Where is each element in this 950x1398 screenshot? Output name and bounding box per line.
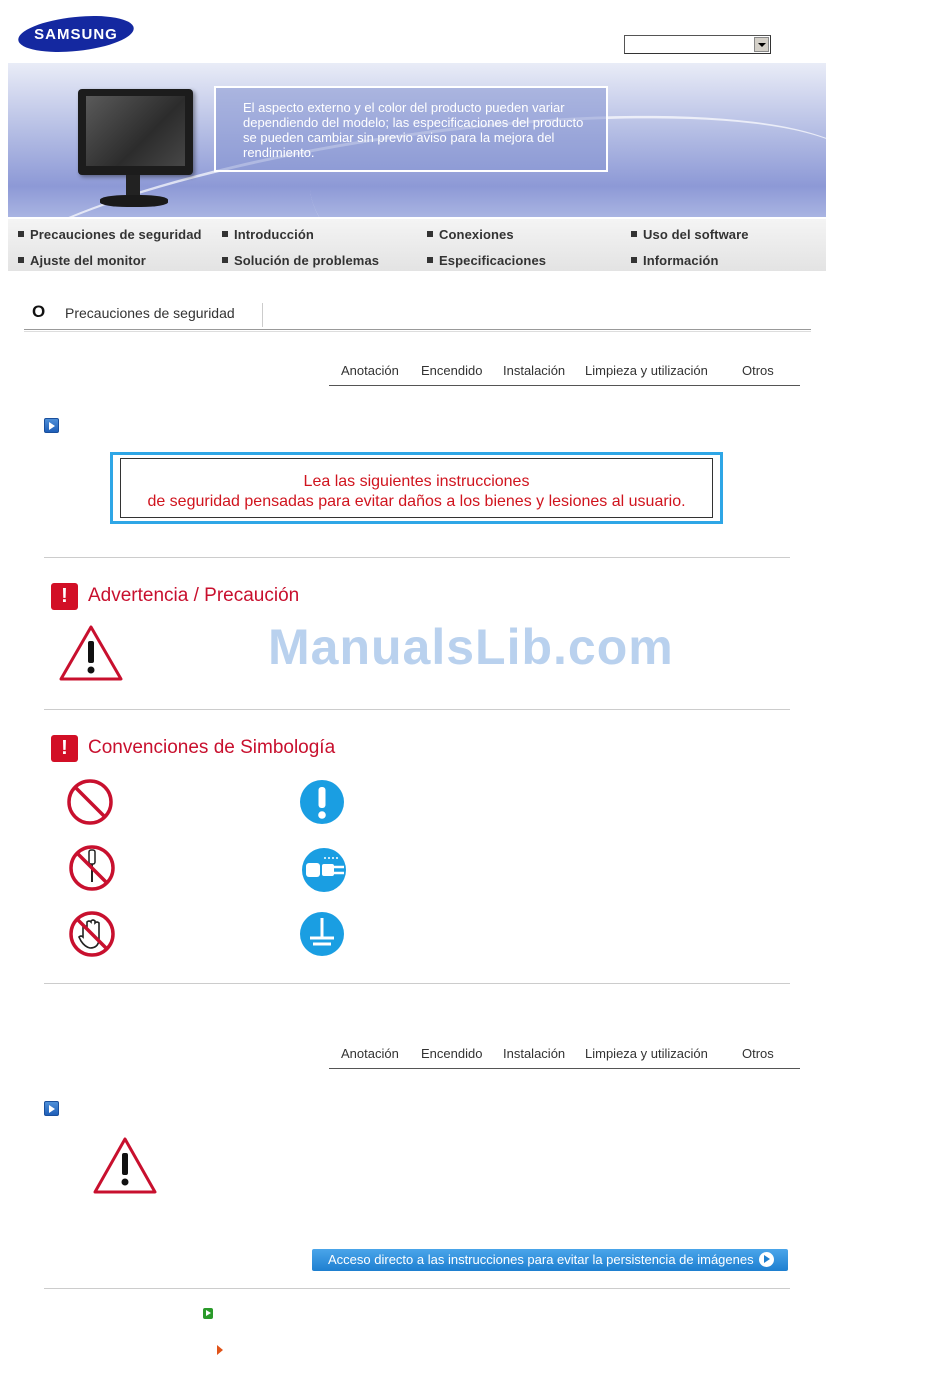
- image-retention-link-button[interactable]: [312, 1249, 788, 1271]
- nav-item-precauciones[interactable]: Precauciones de seguridad: [18, 227, 202, 242]
- prohibited-icon: [66, 778, 114, 826]
- tab-anotacion[interactable]: Anotación: [341, 363, 399, 378]
- tab-limpieza[interactable]: Limpieza y utilización: [585, 363, 708, 378]
- section-tabs-top: [329, 358, 800, 386]
- divider: [44, 1288, 790, 1289]
- important-icon: [298, 778, 346, 826]
- tab-limpieza[interactable]: Limpieza y utilización: [585, 1046, 708, 1061]
- title-separator: [262, 303, 263, 327]
- samsung-logo[interactable]: [16, 14, 136, 54]
- nav-item-conexiones[interactable]: Conexiones: [427, 227, 514, 242]
- tab-anotacion[interactable]: Anotación: [341, 1046, 399, 1061]
- symbols-section-title: Convenciones de Simbología: [88, 737, 336, 758]
- nav-item-introduccion[interactable]: Introducción: [222, 227, 314, 242]
- product-banner: [8, 63, 826, 217]
- page-title: Precauciones de seguridad: [65, 305, 235, 321]
- monitor-image: [78, 89, 193, 175]
- language-select[interactable]: [624, 35, 771, 54]
- watermark: ManualsLib.com: [268, 619, 674, 675]
- unplug-icon: [300, 846, 348, 894]
- warning-section-title: Advertencia / Precaución: [88, 585, 300, 606]
- ground-icon: [298, 910, 346, 958]
- nav-item-especificaciones[interactable]: Especificaciones: [427, 253, 546, 268]
- nav-item-informacion[interactable]: Información: [631, 253, 719, 268]
- main-nav: [8, 219, 826, 271]
- banner-disclaimer: El aspecto externo y el color del producto pueden variar dependiendo del modelo; las especificaciones del producto se pueden cambiar sin previo aviso para la mejora del rendimiento.: [214, 86, 608, 172]
- warning-triangle-icon: [58, 624, 124, 682]
- brand-text: SAMSUNG: [34, 26, 118, 43]
- title-bullet: O: [32, 302, 46, 321]
- notice-line-1: Lea las siguientes instrucciones: [303, 473, 530, 490]
- chevron-down-icon[interactable]: [754, 37, 769, 52]
- arrow-right-icon: [759, 1252, 774, 1267]
- exclamation-icon: !: [51, 735, 78, 762]
- nav-item-solucion[interactable]: Solución de problemas: [222, 253, 379, 268]
- image-retention-link-label: Acceso directo a las instrucciones para evitar la persistencia de imágenes: [328, 1252, 754, 1267]
- do-not-touch-icon: [68, 910, 116, 958]
- exclamation-icon: !: [51, 583, 78, 610]
- tab-otros[interactable]: Otros: [742, 363, 774, 378]
- tab-instalacion[interactable]: Instalación: [503, 363, 566, 378]
- nav-item-software[interactable]: Uso del software: [631, 227, 749, 242]
- tab-encendido[interactable]: Encendido: [421, 1046, 483, 1061]
- play-icon: [44, 1101, 59, 1116]
- nav-item-ajuste[interactable]: Ajuste del monitor: [18, 253, 146, 268]
- safety-notice: [110, 452, 723, 524]
- green-arrow-icon[interactable]: [203, 1308, 213, 1319]
- notice-line-2: de seguridad pensadas para evitar daños a los bienes y lesiones al usuario.: [147, 493, 686, 510]
- orange-arrow-icon: [217, 1345, 223, 1355]
- divider: [44, 557, 790, 558]
- title-underline: [24, 329, 811, 332]
- warning-triangle-icon: [92, 1136, 158, 1196]
- do-not-disassemble-icon: [68, 844, 116, 892]
- section-tabs-bottom: [329, 1041, 800, 1069]
- tab-instalacion[interactable]: Instalación: [503, 1046, 566, 1061]
- divider: [44, 709, 790, 710]
- play-icon: [44, 418, 59, 433]
- divider: [44, 983, 790, 984]
- tab-encendido[interactable]: Encendido: [421, 363, 483, 378]
- tab-otros[interactable]: Otros: [742, 1046, 774, 1061]
